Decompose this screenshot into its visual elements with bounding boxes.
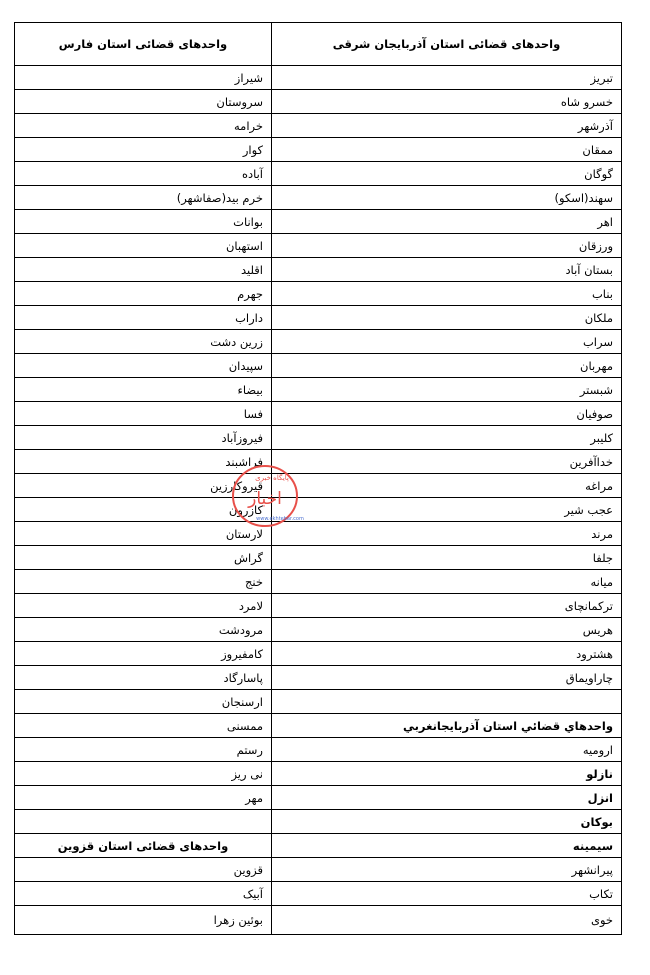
east-azarbaijan-cell: صوفیان <box>272 402 622 426</box>
table-row <box>15 138 622 162</box>
east-azarbaijan-cell: کلیبر <box>272 426 622 450</box>
fars-cell: گراش <box>15 546 272 570</box>
fars-cell <box>15 810 272 834</box>
fars-cell: آبیک <box>15 882 272 906</box>
table-row <box>15 642 622 666</box>
table-row <box>15 306 622 330</box>
east-azarbaijan-cell: ارومیه <box>272 738 622 762</box>
fars-cell: سپیدان <box>15 354 272 378</box>
east-azarbaijan-cell: سهند(اسکو) <box>272 186 622 210</box>
table-row <box>15 426 622 450</box>
fars-cell: بوئین زهرا <box>15 906 272 935</box>
table-row <box>15 858 622 882</box>
table-row <box>15 354 622 378</box>
table-row <box>15 450 622 474</box>
table-row <box>15 186 622 210</box>
fars-cell: لامرد <box>15 594 272 618</box>
east-azarbaijan-cell: بناب <box>272 282 622 306</box>
table-row <box>15 786 622 810</box>
fars-cell: آباده <box>15 162 272 186</box>
table-body <box>15 23 622 935</box>
table-row <box>15 330 622 354</box>
fars-cell: فراشبند <box>15 450 272 474</box>
header-fars: واحدهای قضائی استان فارس <box>15 23 272 66</box>
table-row <box>15 570 622 594</box>
fars-cell: پاسارگاد <box>15 666 272 690</box>
fars-cell: نی ریز <box>15 762 272 786</box>
table-row <box>15 810 622 834</box>
fars-cell: مهر <box>15 786 272 810</box>
fars-cell: فیروزآباد <box>15 426 272 450</box>
east-azarbaijan-cell: خسرو شاه <box>272 90 622 114</box>
header-east-azarbaijan: واحدهای قضائی استان آذربایجان شرقی <box>272 23 622 66</box>
fars-cell: شیراز <box>15 66 272 90</box>
fars-cell: فسا <box>15 402 272 426</box>
east-azarbaijan-cell: مرند <box>272 522 622 546</box>
east-azarbaijan-cell: خوی <box>272 906 622 935</box>
east-azarbaijan-cell: نازلو <box>272 762 622 786</box>
east-azarbaijan-cell: شبستر <box>272 378 622 402</box>
east-azarbaijan-cell: میانه <box>272 570 622 594</box>
fars-cell: زرین دشت <box>15 330 272 354</box>
fars-cell: کامفیروز <box>15 642 272 666</box>
table-row <box>15 402 622 426</box>
table-row <box>15 546 622 570</box>
east-azarbaijan-cell: مراغه <box>272 474 622 498</box>
table-row <box>15 210 622 234</box>
fars-cell: قیروکارزین <box>15 474 272 498</box>
table-row <box>15 762 622 786</box>
east-azarbaijan-cell: هریس <box>272 618 622 642</box>
table-row <box>15 594 622 618</box>
table-row <box>15 234 622 258</box>
table-row <box>15 906 622 935</box>
table-row <box>15 882 622 906</box>
east-azarbaijan-cell: تبریز <box>272 66 622 90</box>
table-row <box>15 474 622 498</box>
east-azarbaijan-cell: تکاب <box>272 882 622 906</box>
table-row <box>15 690 622 714</box>
table-row <box>15 714 622 738</box>
table-row <box>15 378 622 402</box>
east-azarbaijan-cell: سراب <box>272 330 622 354</box>
east-azarbaijan-cell: انزل <box>272 786 622 810</box>
fars-cell: قزوین <box>15 858 272 882</box>
table-row <box>15 498 622 522</box>
fars-cell: اقلید <box>15 258 272 282</box>
east-azarbaijan-cell: عجب شیر <box>272 498 622 522</box>
fars-cell: لارستان <box>15 522 272 546</box>
east-azarbaijan-cell: جلفا <box>272 546 622 570</box>
east-azarbaijan-cell: گوگان <box>272 162 622 186</box>
fars-cell: کوار <box>15 138 272 162</box>
east-azarbaijan-cell: بوکان <box>272 810 622 834</box>
east-azarbaijan-cell: اهر <box>272 210 622 234</box>
east-azarbaijan-cell: ممقان <box>272 138 622 162</box>
stamp-main-text: اخبار <box>248 489 282 509</box>
fars-cell: بوانات <box>15 210 272 234</box>
table-row <box>15 162 622 186</box>
east-azarbaijan-cell: سیمینه <box>272 834 622 858</box>
fars-cell: جهرم <box>15 282 272 306</box>
east-azarbaijan-cell: پیرانشهر <box>272 858 622 882</box>
east-azarbaijan-cell: خداآفرین <box>272 450 622 474</box>
table-row <box>15 834 622 858</box>
east-azarbaijan-cell: هشترود <box>272 642 622 666</box>
fars-cell: استهبان <box>15 234 272 258</box>
table-row <box>15 90 622 114</box>
east-azarbaijan-cell: آذرشهر <box>272 114 622 138</box>
table-row <box>15 522 622 546</box>
east-azarbaijan-cell: مهربان <box>272 354 622 378</box>
east-azarbaijan-cell: ملکان <box>272 306 622 330</box>
table-row <box>15 666 622 690</box>
table-row <box>15 258 622 282</box>
table-row <box>15 738 622 762</box>
east-azarbaijan-cell: ورزقان <box>272 234 622 258</box>
east-azarbaijan-cell: چاراویماق <box>272 666 622 690</box>
table-row <box>15 114 622 138</box>
fars-cell: ممسنی <box>15 714 272 738</box>
fars-cell: خرامه <box>15 114 272 138</box>
fars-cell: مرودشت <box>15 618 272 642</box>
table-row <box>15 618 622 642</box>
fars-cell: ارسنجان <box>15 690 272 714</box>
fars-cell: خرم بید(صفاشهر) <box>15 186 272 210</box>
fars-cell: بیضاء <box>15 378 272 402</box>
fars-cell: خنج <box>15 570 272 594</box>
fars-cell: رستم <box>15 738 272 762</box>
fars-cell: واحدهای قضائی استان قزوین <box>15 834 272 858</box>
stamp-url: www.ekhtebar.com <box>256 516 304 522</box>
east-azarbaijan-cell: ترکمانچای <box>272 594 622 618</box>
table-row <box>15 66 622 90</box>
table-row <box>15 282 622 306</box>
fars-cell: سروستان <box>15 90 272 114</box>
east-azarbaijan-cell <box>272 690 622 714</box>
east-azarbaijan-cell: واحدهاي قضائي استان آذربايجانغربي <box>272 714 622 738</box>
fars-cell: داراب <box>15 306 272 330</box>
east-azarbaijan-cell: بستان آباد <box>272 258 622 282</box>
judicial-units-table <box>14 22 622 935</box>
table-header-row <box>15 23 622 66</box>
fars-cell: کازرون <box>15 498 272 522</box>
stamp-small-text: پایگاه خبری <box>255 474 289 482</box>
